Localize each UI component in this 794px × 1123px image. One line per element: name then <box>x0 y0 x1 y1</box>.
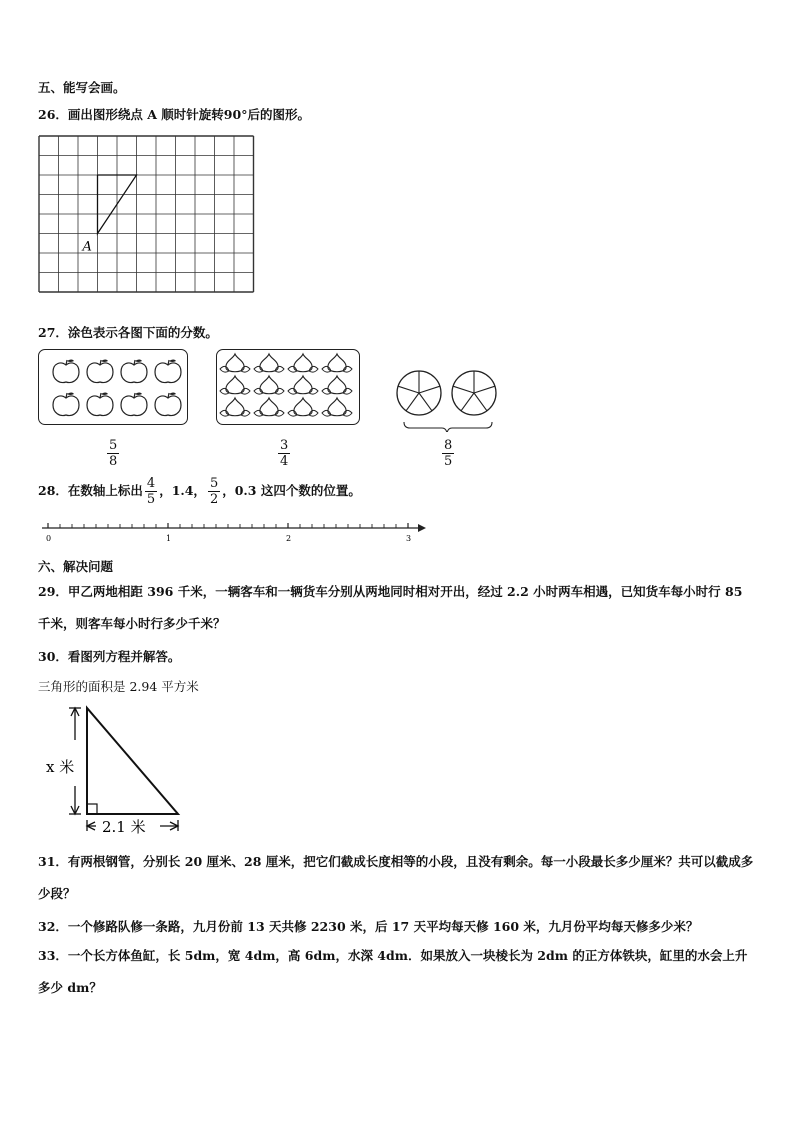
triangle-area-text: 三角形的面积是 2.94 平方米 <box>38 679 199 694</box>
apple-icon <box>87 360 113 383</box>
axis-tick-label: 2 <box>286 534 292 543</box>
question-31-text: 31．有两根钢管，分别长 20 厘米、28 厘米，把它们截成长度相等的小段，且没有剩余。每一小段最长多少厘米？共可以截成多少段？ <box>38 854 754 901</box>
right-angle-mark <box>87 804 97 814</box>
q28-prefix: 28．在数轴上标出 <box>38 483 143 498</box>
fraction-numerator: 5 <box>209 476 219 491</box>
q28-suffix: ，0.3 这四个数的位置。 <box>222 483 361 498</box>
question-32-text: 32．一个修路队修一条路，九月份前 13 天共修 2230 米，后 17 天平均每天修 160 米，九月份平均每天修多少米？ <box>38 919 699 934</box>
rotation-grid <box>38 135 258 310</box>
apple-icon <box>155 360 181 383</box>
pie-circle <box>452 371 496 415</box>
peach-icon <box>254 354 284 372</box>
fraction-denominator: 4 <box>280 454 289 469</box>
q28-mid: ，1.4， <box>159 483 206 498</box>
question-33-text: 33．一个长方体鱼缸，长 5dm，宽 4dm，高 6dm，水深 4dm．如果放入一块棱长为 2dm 的正方体铁块，缸里的水会上升多少 dm？ <box>38 948 748 995</box>
apple-icon <box>53 360 79 383</box>
fraction-denominator: 8 <box>109 454 118 469</box>
peach-group <box>217 350 359 424</box>
peach-icon <box>322 376 352 394</box>
apple-icon <box>53 393 79 416</box>
apple-icon <box>121 360 147 383</box>
fraction-numerator: 8 <box>444 438 453 453</box>
peach-icon <box>220 376 250 394</box>
fraction-numerator: 3 <box>280 438 289 453</box>
peach-icon <box>220 398 250 416</box>
base-label: 2.1 米 <box>102 818 146 836</box>
fraction-apples <box>105 438 121 469</box>
peach-icon <box>288 354 318 372</box>
apple-icon <box>121 393 147 416</box>
question-29-text: 29．甲乙两地相距 396 千米，一辆客车和一辆货车分别从两地同时相对开出，经过 2.2 小时两车相遇，已知货车每小时行 85 千米，则客车每小时行多少千米？ <box>38 584 743 631</box>
axis-tick-label: 0 <box>46 534 52 543</box>
brace <box>404 422 492 432</box>
height-label: x 米 <box>46 758 75 776</box>
peach-icon <box>322 354 352 372</box>
pie-circle <box>397 371 441 415</box>
peach-icon <box>220 354 250 372</box>
question-27-text: 27．涂色表示各图下面的分数。 <box>38 325 218 340</box>
fraction-denominator: 2 <box>209 492 219 507</box>
fraction-peaches <box>276 438 292 469</box>
right-triangle-figure <box>38 700 198 840</box>
section-6-title: 六、解决问题 <box>38 559 114 574</box>
point-a-label: A <box>82 239 92 255</box>
fraction-circles <box>440 438 456 469</box>
question-30-text: 30．看图列方程并解答。 <box>38 649 181 664</box>
number-line <box>38 518 428 548</box>
apple-box <box>38 349 188 425</box>
peach-icon <box>254 376 284 394</box>
fraction-denominator: 5 <box>444 454 453 469</box>
peach-icon <box>254 398 284 416</box>
peach-icon <box>288 376 318 394</box>
fraction-denominator: 5 <box>146 492 156 507</box>
axis-tick-label: 1 <box>166 534 172 543</box>
fraction-numerator: 5 <box>109 438 118 453</box>
question-28-text <box>38 474 361 508</box>
peach-icon <box>322 398 352 416</box>
apple-icon <box>155 393 181 416</box>
question-26-text: 26．画出图形绕点 A 顺时针旋转90°后的图形。 <box>38 107 310 122</box>
peach-box <box>216 349 360 425</box>
apple-icon <box>87 393 113 416</box>
peach-icon <box>288 398 318 416</box>
pie-circles <box>392 362 504 432</box>
apple-group <box>39 350 187 424</box>
fraction-numerator: 4 <box>146 476 156 491</box>
grid-lines <box>39 136 254 292</box>
axis-arrow <box>418 524 426 532</box>
section-5-title: 五、能写会画。 <box>38 80 126 95</box>
axis-tick-label: 3 <box>406 534 412 543</box>
